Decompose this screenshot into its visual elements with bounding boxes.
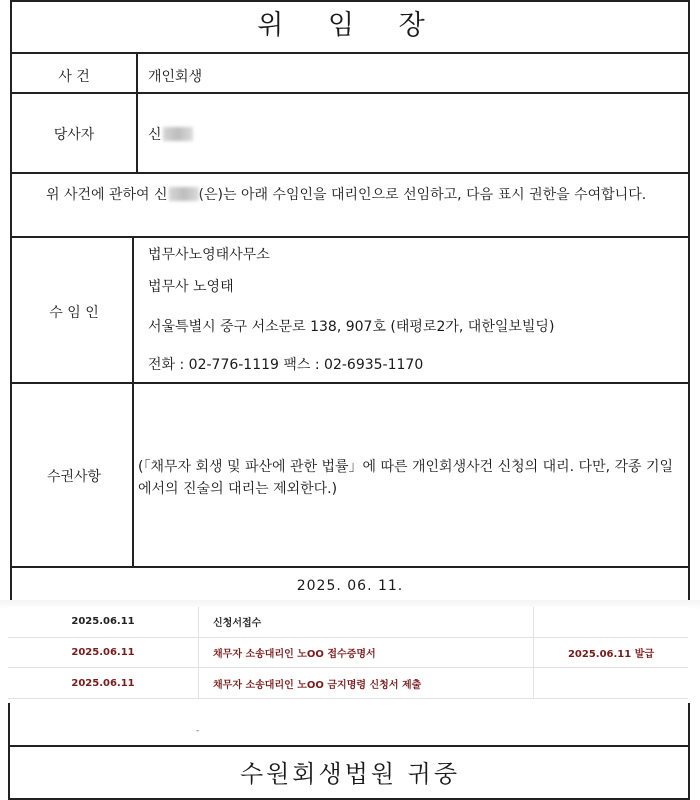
case-label: 사 건 bbox=[58, 69, 90, 85]
table-row bbox=[8, 637, 688, 668]
record-item: 채무자 소송대리인 노OO 접수증명서 bbox=[199, 637, 534, 668]
agent-name: 법무사 노영태 bbox=[148, 279, 234, 295]
agent-address: 서울특별시 중구 서소문로 138, 907호 (태평로2가, 대한일보빌딩) bbox=[148, 319, 555, 335]
party-name: 신 bbox=[148, 124, 193, 144]
record-date: 2025.06.11 bbox=[8, 637, 199, 668]
case-records-table bbox=[8, 607, 688, 699]
agent-contact: 전화 : 02-776-1119 팩스 : 02-6935-1170 bbox=[148, 357, 424, 373]
scope-text: (「채무자 회생 및 파산에 관한 법률」에 따른 개인회생사건 신청의 대리. 다만, 각종 기일에서의 진술의 대리는 제외한다.) bbox=[138, 459, 674, 497]
table-row bbox=[8, 607, 688, 637]
record-item: 채무자 소송대리인 노OO 금지명령 신청서 제출 bbox=[199, 668, 534, 699]
record-date: 2025.06.11 bbox=[8, 607, 199, 637]
record-item: 신청서접수 bbox=[199, 607, 534, 637]
court-addressee: 수원회생법원 귀중 bbox=[239, 760, 461, 788]
document-date: 2025. 06. 11. bbox=[296, 578, 404, 594]
record-result bbox=[534, 607, 689, 637]
redacted-name bbox=[163, 127, 193, 141]
record-result: 2025.06.11 발급 bbox=[534, 637, 689, 668]
agent-office: 법무사노영태사무소 bbox=[148, 247, 270, 263]
delegation-paragraph: 위 사건에 관하여 신 (은)는 아래 수임인을 대리인으로 선임하고, 다음 표시 권한을 수여합니다. bbox=[46, 187, 647, 203]
case-value: 개인회생 bbox=[148, 69, 203, 85]
scope-label: 수권사항 bbox=[46, 469, 102, 485]
record-date: 2025.06.11 bbox=[8, 668, 199, 699]
redacted-name bbox=[169, 187, 199, 201]
document-title: 위 임 장 bbox=[257, 10, 443, 41]
stray-mark: - bbox=[196, 726, 200, 736]
power-of-attorney-document bbox=[10, 0, 690, 600]
table-row bbox=[8, 668, 688, 699]
record-result bbox=[534, 668, 689, 699]
party-label: 당사자 bbox=[53, 127, 95, 143]
agent-label: 수 임 인 bbox=[49, 305, 99, 321]
